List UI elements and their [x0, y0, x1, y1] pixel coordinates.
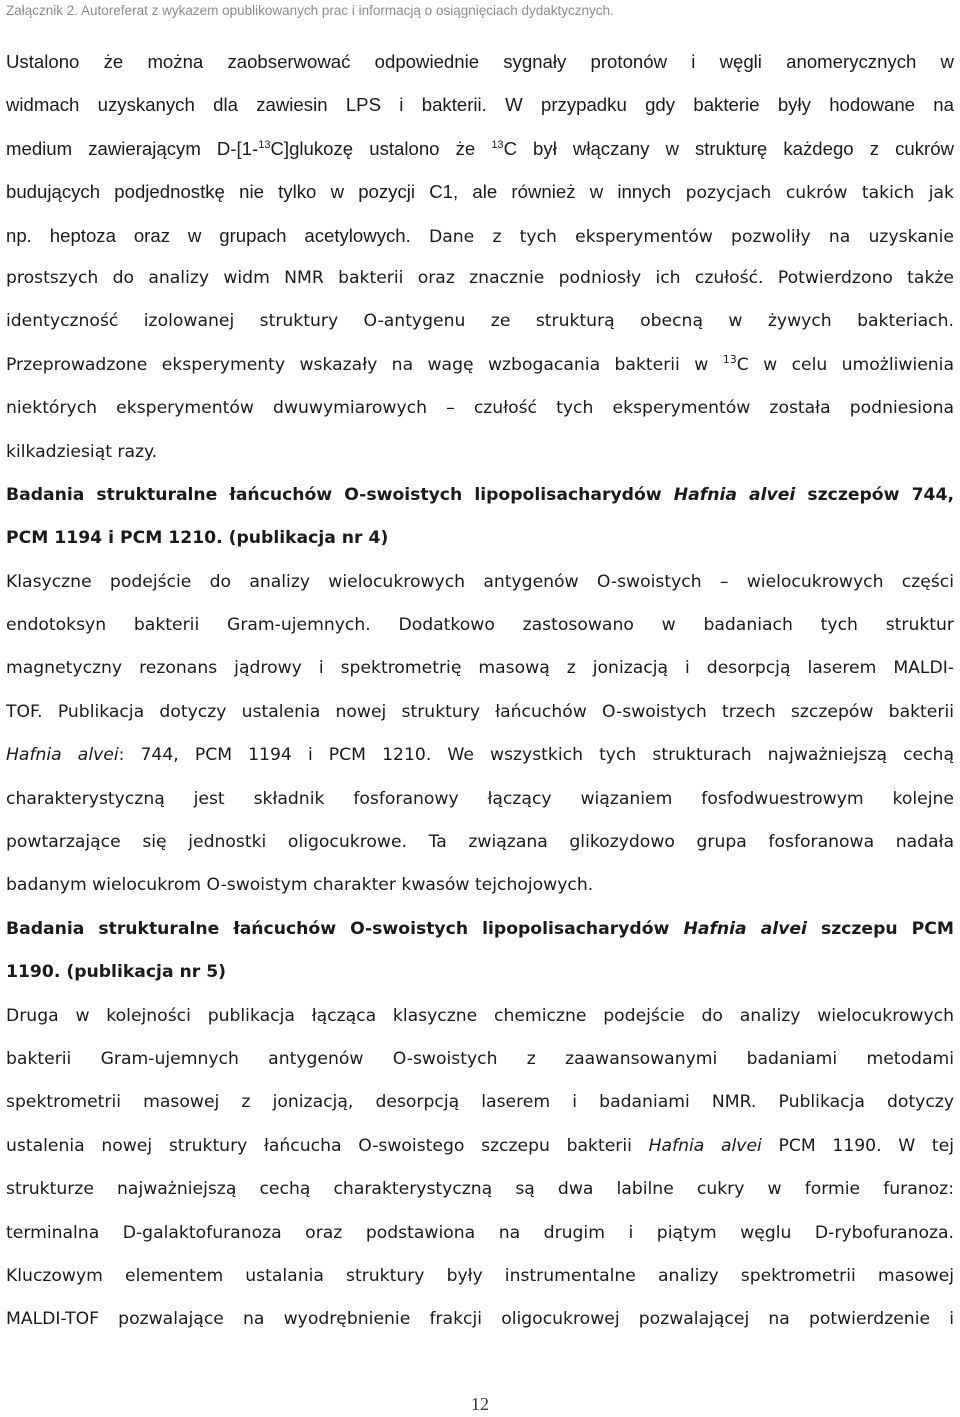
text-line: medium zawierającym D-[1-$^{13}$C]glukozę ustalono że $^{13}$C był włączany w strukturę każdego z cukrów: [6, 137, 954, 159]
isotope-superscript: 13: [258, 138, 271, 151]
text-line: MALDI-TOF pozwalające na wyodrębnienie frakcji oligocukrowej pozwalającej na potwierdzenie i: [6, 1309, 954, 1330]
text-line: charakterystyczną jest składnik fosforanowy łączący wiązaniem fosfodwuestrowym kolejne: [6, 788, 954, 809]
text-line: TOF. Publikacja dotyczy ustalenia nowej struktury łańcuchów O-swoistych trzech szczepów bakterii: [6, 701, 954, 722]
document-body: [6, 40, 954, 1342]
text-line: Hafnia alvei: 744, PCM 1194 i PCM 1210. We wszystkich tych strukturach najważniejszą cechą: [6, 745, 954, 766]
text-line: Klasyczne podejście do analizy wielocukrowych antygenów O-swoistych – wielocukrowych części: [6, 571, 954, 592]
text-line: budujących podjednostkę nie tylko w pozycji C1, ale również w innych pozycjach cukrów takich jak: [6, 181, 954, 204]
section-publication-4: [6, 474, 954, 908]
paragraph-nmr-results: [6, 40, 954, 474]
section-heading: Badania strukturalne łańcuchów O-swoistych lipopolisacharydów Hafnia alvei szczepów 744,: [6, 484, 954, 505]
text-line: widmach uzyskanych dla zawiesin LPS i bakterii. W przypadku gdy bakterie były hodowane na: [6, 94, 954, 116]
species-name: Hafnia alvei: [6, 745, 119, 766]
section-heading: Badania strukturalne łańcuchów O-swoistych lipopolisacharydów Hafnia alvei szczepu PCM: [6, 918, 954, 939]
text-line: identyczność izolowanej struktury O-antygenu ze strukturą obecną w żywych bakteriach.: [6, 311, 954, 332]
section-heading: PCM 1194 i PCM 1210. (publikacja nr 4): [6, 528, 389, 549]
isotope-superscript: 13: [722, 352, 737, 366]
text-line: prostszych do analizy widm NMR bakterii oraz znacznie podniosły ich czułość. Potwierdzono także: [6, 267, 954, 288]
text-line: badanym wielocukrom O-swoistym charakter kwasów tejchojowych.: [6, 875, 594, 896]
text-line: powtarzające się jednostki oligocukrowe. Ta związana glikozydowo grupa fosforanowa nadała: [6, 832, 954, 853]
text-line: spektrometrii masowej z jonizacją, desorpcją laserem i badaniami NMR. Publikacja dotyczy: [6, 1092, 954, 1113]
text-line: endotoksyn bakterii Gram-ujemnych. Dodatkowo zastosowano w badaniach tych struktur: [6, 615, 954, 636]
page-header: Załącznik 2. Autoreferat z wykazem opublikowanych prac i informacją o osiągnięciach dydaktycznych.: [6, 3, 614, 18]
text-line: terminalna D-galaktofuranoza oraz podstawiona na drugim i piątym węglu D-rybofuranoza.: [6, 1222, 954, 1243]
species-name: Hafnia alvei: [648, 1135, 762, 1156]
text-line: Kluczowym elementem ustalania struktury były instrumentalne analizy spektrometrii masowej: [6, 1265, 954, 1286]
section-publication-5: [6, 908, 954, 1342]
text-line: ustalenia nowej struktury łańcucha O-swoistego szczepu bakterii Hafnia alvei PCM 1190. W tej: [6, 1135, 954, 1156]
text-line: Druga w kolejności publikacja łącząca klasyczne chemiczne podejście do analizy wielocukrowych: [6, 1005, 954, 1026]
text-line: Ustalono że można zaobserwować odpowiednie sygnały protonów i węgli anomerycznych w: [6, 51, 954, 72]
species-name: Hafnia alvei: [673, 484, 796, 505]
species-name: Hafnia alvei: [683, 918, 807, 939]
text-line: strukturze najważniejszą cechą charakterystyczną są dwa labilne cukry w formie furanoz:: [6, 1179, 954, 1200]
text-line: Przeprowadzone eksperymenty wskazały na wagę wzbogacania bakterii w $^{13}$C w celu umożliwienia: [6, 352, 954, 375]
section-heading: 1190. (publikacja nr 5): [6, 962, 227, 983]
text-line: magnetyczny rezonans jądrowy i spektrometrię masową z jonizacją i desorpcją laserem MALDI-: [6, 658, 954, 679]
text-line: kilkadziesiąt razy.: [6, 441, 158, 462]
isotope-superscript: 13: [491, 138, 504, 151]
text-line: bakterii Gram-ujemnych antygenów O-swoistych z zaawansowanymi badaniami metodami: [6, 1048, 954, 1069]
text-line: niektórych eksperymentów dwuwymiarowych – czułość tych eksperymentów została podniesiona: [6, 398, 954, 419]
text-line: np. heptoza oraz w grupach acetylowych. Dane z tych eksperymentów pozwoliły na uzyskanie: [6, 224, 954, 247]
page-number: 12: [471, 1394, 489, 1414]
